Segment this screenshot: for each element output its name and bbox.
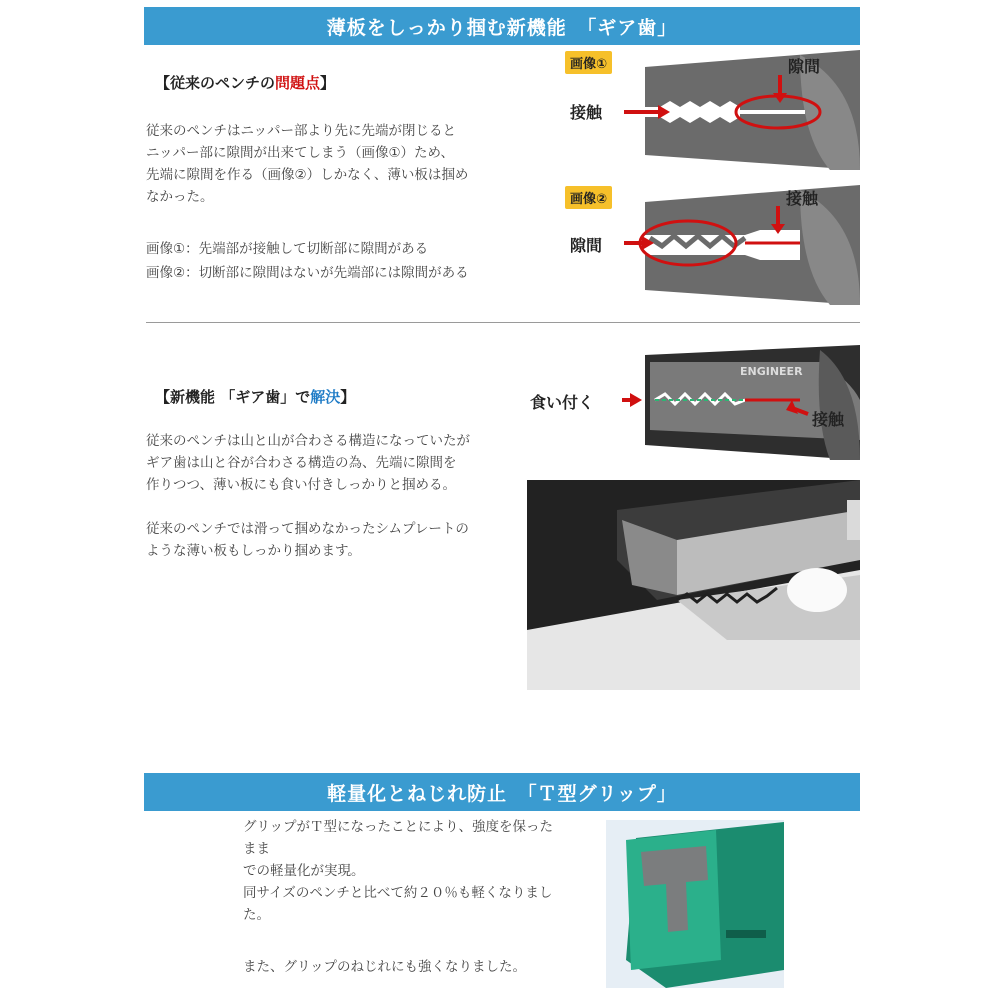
heading-problem [155,72,335,93]
banner-t-grip [144,773,860,811]
diagram-1-tag: 画像① [565,51,612,74]
problem-paragraph: 従来のペンチはニッパー部より先に先端が閉じると ニッパー部に隙間が出来てしまう（画像①）ため、 先端に隙間を作る（画像②）しかなく、薄い板は掴め なかった。 [146,123,469,205]
banner-gear-teeth [144,7,860,45]
section-divider [146,322,860,323]
t-grip-drawing [606,820,784,988]
pliers-tip-photo [527,480,860,690]
brand-logo: ENGINEER [740,365,803,378]
heading-prefix: 【従来のペンチの [155,74,276,92]
heading-suffix: 】 [320,74,336,92]
diagram-2-label-gap: 隙間 [570,236,603,255]
heading-highlight: 解決 [310,388,341,406]
pliers-photo-drawing [527,480,860,690]
diagram-2-label-contact: 接触 [786,189,819,208]
heading-solution [155,386,355,407]
banner-title: 薄板をしっかり掴む新機能 「ギア歯」 [326,16,678,39]
solution-paragraph-1: 従来のペンチは山と山が合わさる構造になっていたが ギア歯は山と谷が合わさる構造の為、先端に隙間を 作りつつ、薄い板にも食い付きしっかりと掴める。 [146,433,470,493]
diagram-2-tag: 画像② [565,186,612,209]
problem-note-2: 画像②：切断部に隙間はないが先端部には隙間がある [146,265,469,281]
solution-paragraph-2: 従来のペンチでは滑って掴めなかったシムプレートの ような薄い板もしっかり掴めます。 [146,521,469,559]
grip-paragraph-1: グリップがＴ型になったことにより、強度を保った まま での軽量化が実現。 同サイズのペンチと比べて約２０％も軽くなりまし た。 [243,819,553,923]
grip-paragraph-2: また、グリップのねじれにも強くなりました。 [243,959,526,975]
heading-prefix: 【新機能 「ギア歯」で [155,388,311,406]
diagram-1-label-contact: 接触 [570,103,603,122]
diagram-image-2 [560,180,860,310]
banner-title: 軽量化とねじれ防止 「Ｔ型グリップ」 [327,782,677,805]
diagram-gear-teeth [530,340,860,462]
problem-note-1: 画像①：先端部が接触して切断部に隙間がある [146,241,429,257]
heading-suffix: 】 [340,388,356,406]
diagram-1-label-gap: 隙間 [788,57,821,76]
heading-highlight: 問題点 [275,74,321,92]
t-grip-photo [606,820,784,988]
diagram-label-contact: 接触 [812,410,845,429]
diagram-label-bite: 食い付く [530,393,595,412]
diagram-image-1 [560,45,860,175]
